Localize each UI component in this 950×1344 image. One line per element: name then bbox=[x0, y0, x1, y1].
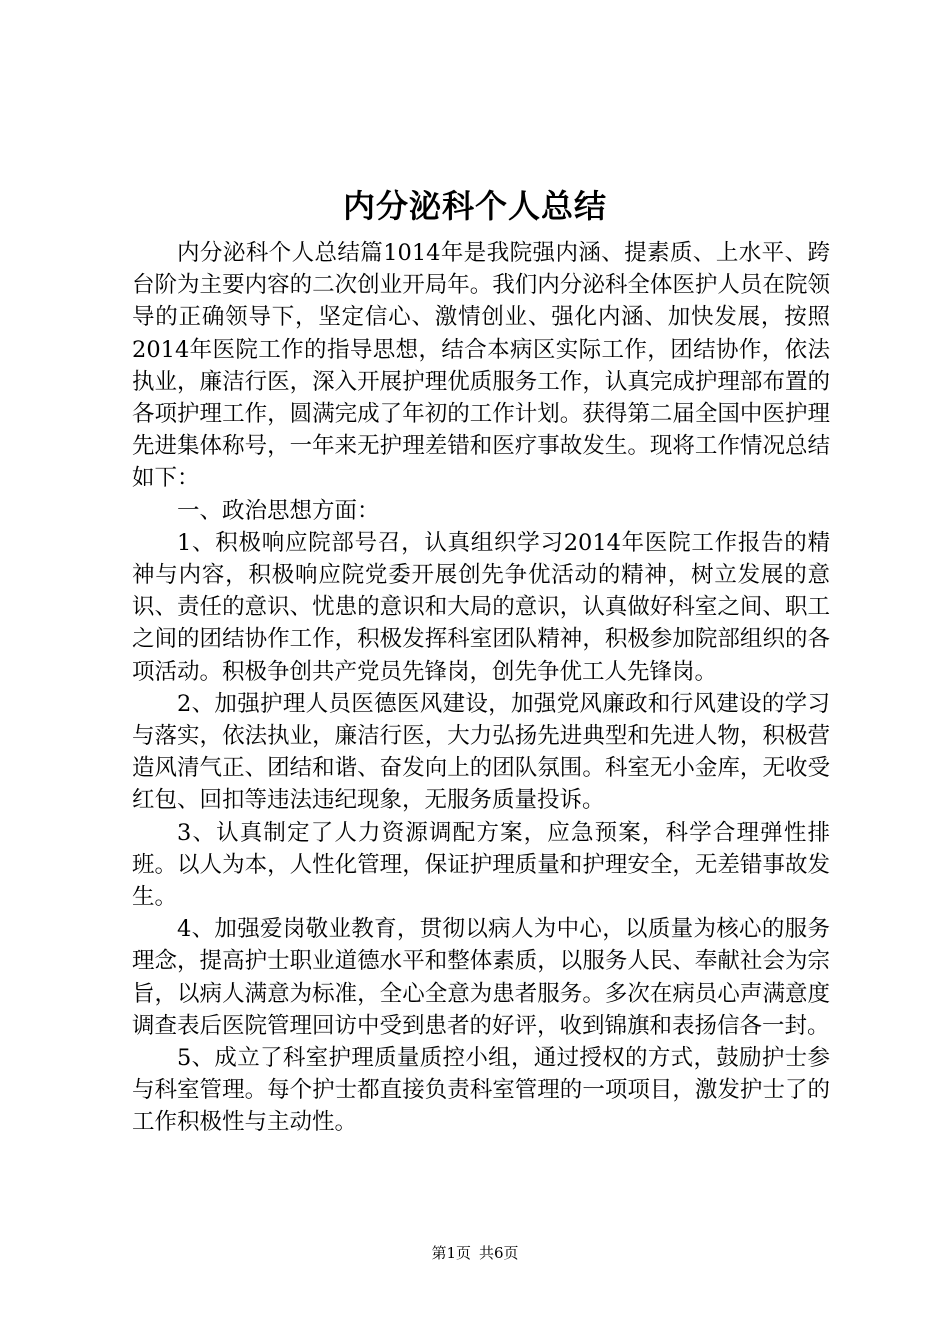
paragraph-item-1: 1、积极响应院部号召，认真组织学习2014年医院工作报告的精神与内容，积极响应院党委开展创先争优活动的精神，树立发展的意识、责任的意识、忧患的意识和大局的意识，认真做好科室之间、职工之间的团结协作工作，积极发挥科室团队精神，积极参加院部组织的各项活动。积极争创共产党员先锋岗，创先争优工人先锋岗。 bbox=[132, 529, 830, 685]
paragraph-intro: 内分泌科个人总结篇1014年是我院强内涵、提素质、上水平、跨台阶为主要内容的二次创业开局年。我们内分泌科全体医护人员在院领导的正确领导下，坚定信心、激情创业、强化内涵、加快发展，按照2014年医院工作的指导思想，结合本病区实际工作，团结协作，依法执业，廉洁行医，深入开展护理优质服务工作，认真完成护理部布置的各项护理工作，圆满完成了年初的工作计划。获得第二届全国中医护理先进集体称号，一年来无护理差错和医疗事故发生。现将工作情况总结如下： bbox=[132, 240, 830, 492]
paragraph-item-2: 2、加强护理人员医德医风建设，加强党风廉政和行风建设的学习与落实，依法执业，廉洁行医，大力弘扬先进典型和先进人物，积极营造风清气正、团结和谐、奋发向上的团队氛围。科室无小金库，无收受红包、回扣等违法违纪现象，无服务质量投诉。 bbox=[132, 690, 830, 814]
paragraph-item-4: 4、加强爱岗敬业教育，贯彻以病人为中心，以质量为核心的服务理念，提高护士职业道德水平和整体素质，以服务人民、奉献社会为宗旨，以病人满意为标准，全心全意为患者服务。多次在病员心声满意度调查表后医院管理回访中受到患者的好评，收到锦旗和表扬信各一封。 bbox=[132, 916, 830, 1039]
document-body bbox=[132, 237, 830, 1139]
page-number: 第1页 bbox=[431, 1244, 471, 1262]
page-footer bbox=[0, 1242, 950, 1264]
paragraph-item-3: 3、认真制定了人力资源调配方案，应急预案，科学合理弹性排班。以人为本，人性化管理，保证护理质量和护理安全，无差错事故发生。 bbox=[132, 819, 830, 911]
section-heading-political: 一、政治思想方面： bbox=[177, 497, 380, 524]
page-total: 共6页 bbox=[479, 1244, 519, 1262]
document-title: 内分泌科个人总结 bbox=[342, 187, 607, 225]
paragraph-item-5: 5、成立了科室护理质量质控小组，通过授权的方式，鼓励护士参与科室管理。每个护士都直接负责科室管理的一项项目，激发护士了的工作积极性与主动性。 bbox=[132, 1045, 830, 1136]
